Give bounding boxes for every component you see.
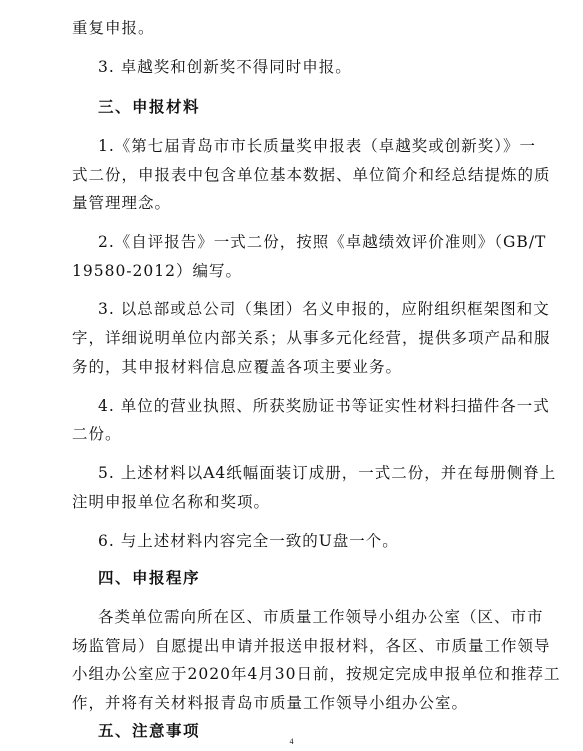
- text-line: 字，详细说明单位内部关系；从事多元化经营，提供多项产品和服: [72, 329, 551, 347]
- text-line: 各类单位需向所在区、市质量工作领导小组办公室（区、市市: [98, 608, 544, 626]
- text-line: 量管理理念。: [72, 194, 172, 212]
- text-line: 小组办公室应于2020年4月30日前，按规定完成申报单位和推荐工: [72, 665, 561, 683]
- text-line: 务的，其申报材料信息应覆盖各项主要业务。: [72, 358, 403, 376]
- section-heading: 三、申报材料: [98, 98, 201, 116]
- list-item: 3. 卓越奖和创新奖不得同时申报。: [98, 58, 352, 76]
- text-line: 重复申报。: [72, 19, 155, 37]
- text-line: 式二份，申报表中包含单位基本数据、单位简介和经总结提炼的质: [72, 166, 551, 184]
- page-number: 4: [289, 737, 294, 746]
- section-heading: 四、申报程序: [98, 569, 201, 587]
- section-heading: 五、注意事项: [98, 722, 201, 740]
- text-line: 19580-2012）编写。: [72, 262, 242, 280]
- text-line: 场监管局）自愿提出申请并报送申报材料，各区、市质量工作领导: [72, 637, 551, 655]
- text-line: 注明申报单位名称和奖项。: [72, 493, 271, 511]
- list-item: 5. 上述材料以A4纸幅面装订成册，一式二份，并在每册侧脊上: [98, 464, 557, 482]
- list-item: 6. 与上述材料内容完全一致的U盘一个。: [98, 532, 399, 550]
- list-item: 1.《第七届青岛市市长质量奖申报表（卓越奖或创新奖）》一: [98, 137, 537, 155]
- text-line: 作，并将有关材料报青岛市质量工作领导小组办公室。: [72, 694, 469, 712]
- list-item: 4. 单位的营业执照、所获奖励证书等证实性材料扫描件各一式: [98, 397, 550, 415]
- list-item: 2.《自评报告》一式二份，按照《卓越绩效评价准则》（GB/T: [98, 233, 547, 251]
- text-line: 二份。: [72, 425, 122, 443]
- list-item: 3. 以总部或总公司（集团）名义申报的，应附组织框架图和文: [98, 300, 550, 318]
